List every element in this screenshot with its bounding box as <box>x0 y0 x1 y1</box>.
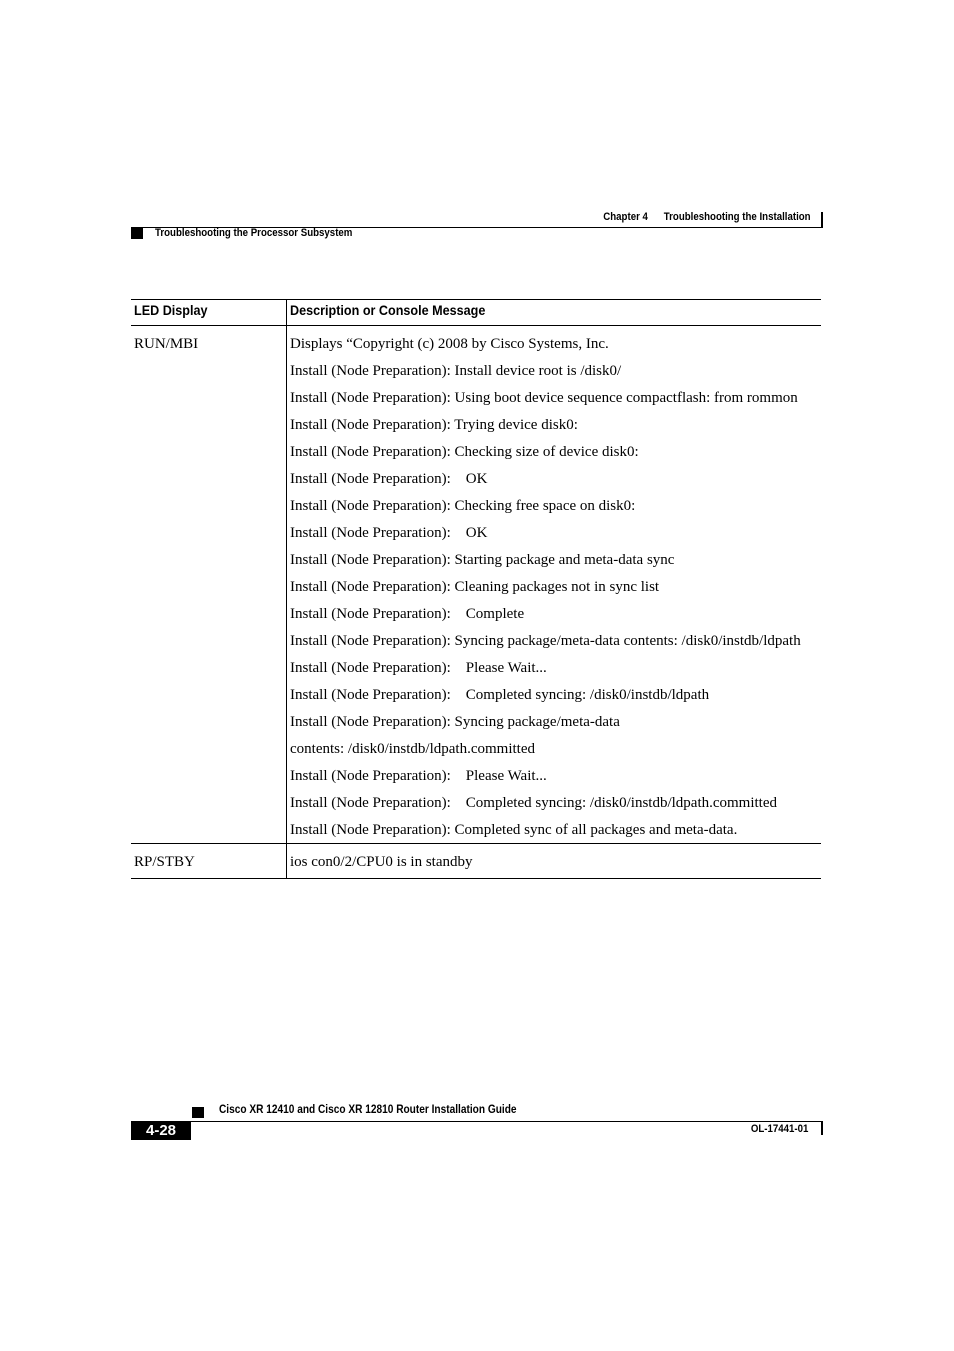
list-item: Install (Node Preparation): Completed sync of all packages and meta-data. <box>290 822 738 838</box>
list-item: Install (Node Preparation): Checking free space on disk0: <box>290 498 636 514</box>
footer-square-marker <box>192 1107 204 1118</box>
running-header-chapter <box>604 211 811 223</box>
led-cell: RP/STBY <box>131 844 287 879</box>
list-item: Install (Node Preparation): Completed syncing: /disk0/instdb/ldpath <box>290 687 710 703</box>
list-item: Install (Node Preparation): Syncing package/meta-data contents: /disk0/instdb/ldpath <box>290 633 801 649</box>
column-header-led: LED Display <box>131 300 287 326</box>
footer-doc-number: OL-17441-01 <box>750 1123 808 1135</box>
list-item: Install (Node Preparation): Trying device disk0: <box>290 417 578 433</box>
message-list <box>290 326 821 840</box>
list-item: contents: /disk0/instdb/ldpath.committed <box>290 741 535 757</box>
list-item: Install (Node Preparation): Cleaning packages not in sync list <box>290 579 660 595</box>
message-list <box>290 844 821 872</box>
footer-right-bar <box>821 1121 823 1135</box>
table-row <box>131 844 821 879</box>
list-item: Install (Node Preparation): Complete <box>290 606 525 622</box>
chapter-title: Troubleshooting the Installation <box>664 211 811 223</box>
list-item: ios con0/2/CPU0 is in standby <box>290 854 473 870</box>
chapter-number: Chapter 4 <box>603 211 649 223</box>
list-item: Install (Node Preparation): Syncing package/meta-data <box>290 714 620 730</box>
list-item: Install (Node Preparation): Starting package and meta-data sync <box>290 552 675 568</box>
table-row <box>131 326 821 844</box>
header-right-bar <box>821 212 823 228</box>
list-item: Install (Node Preparation): OK <box>290 471 488 487</box>
column-header-description: Description or Console Message <box>287 300 822 326</box>
message-cell <box>287 326 822 844</box>
footer-rule <box>131 1121 823 1122</box>
running-header-section: Troubleshooting the Processor Subsystem <box>155 227 353 239</box>
message-cell <box>287 844 822 879</box>
page-number: 4-28 <box>131 1121 191 1140</box>
header-square-marker <box>131 228 143 239</box>
led-display-table <box>131 299 821 879</box>
list-item: Install (Node Preparation): Checking size of device disk0: <box>290 444 639 460</box>
list-item: Install (Node Preparation): Completed syncing: /disk0/instdb/ldpath.committed <box>290 795 778 811</box>
list-item: Install (Node Preparation): OK <box>290 525 488 541</box>
footer-guide-title: Cisco XR 12410 and Cisco XR 12810 Router Installation Guide <box>219 1104 517 1116</box>
table-header-row <box>131 300 821 326</box>
list-item: Install (Node Preparation): Install device root is /disk0/ <box>290 363 622 379</box>
list-item: Install (Node Preparation): Please Wait... <box>290 768 547 784</box>
list-item: Displays “Copyright (c) 2008 by Cisco Systems, Inc. <box>290 336 609 352</box>
list-item: Install (Node Preparation): Using boot device sequence compactflash: from rommon <box>290 390 798 406</box>
list-item: Install (Node Preparation): Please Wait... <box>290 660 547 676</box>
led-cell: RUN/MBI <box>131 326 287 844</box>
